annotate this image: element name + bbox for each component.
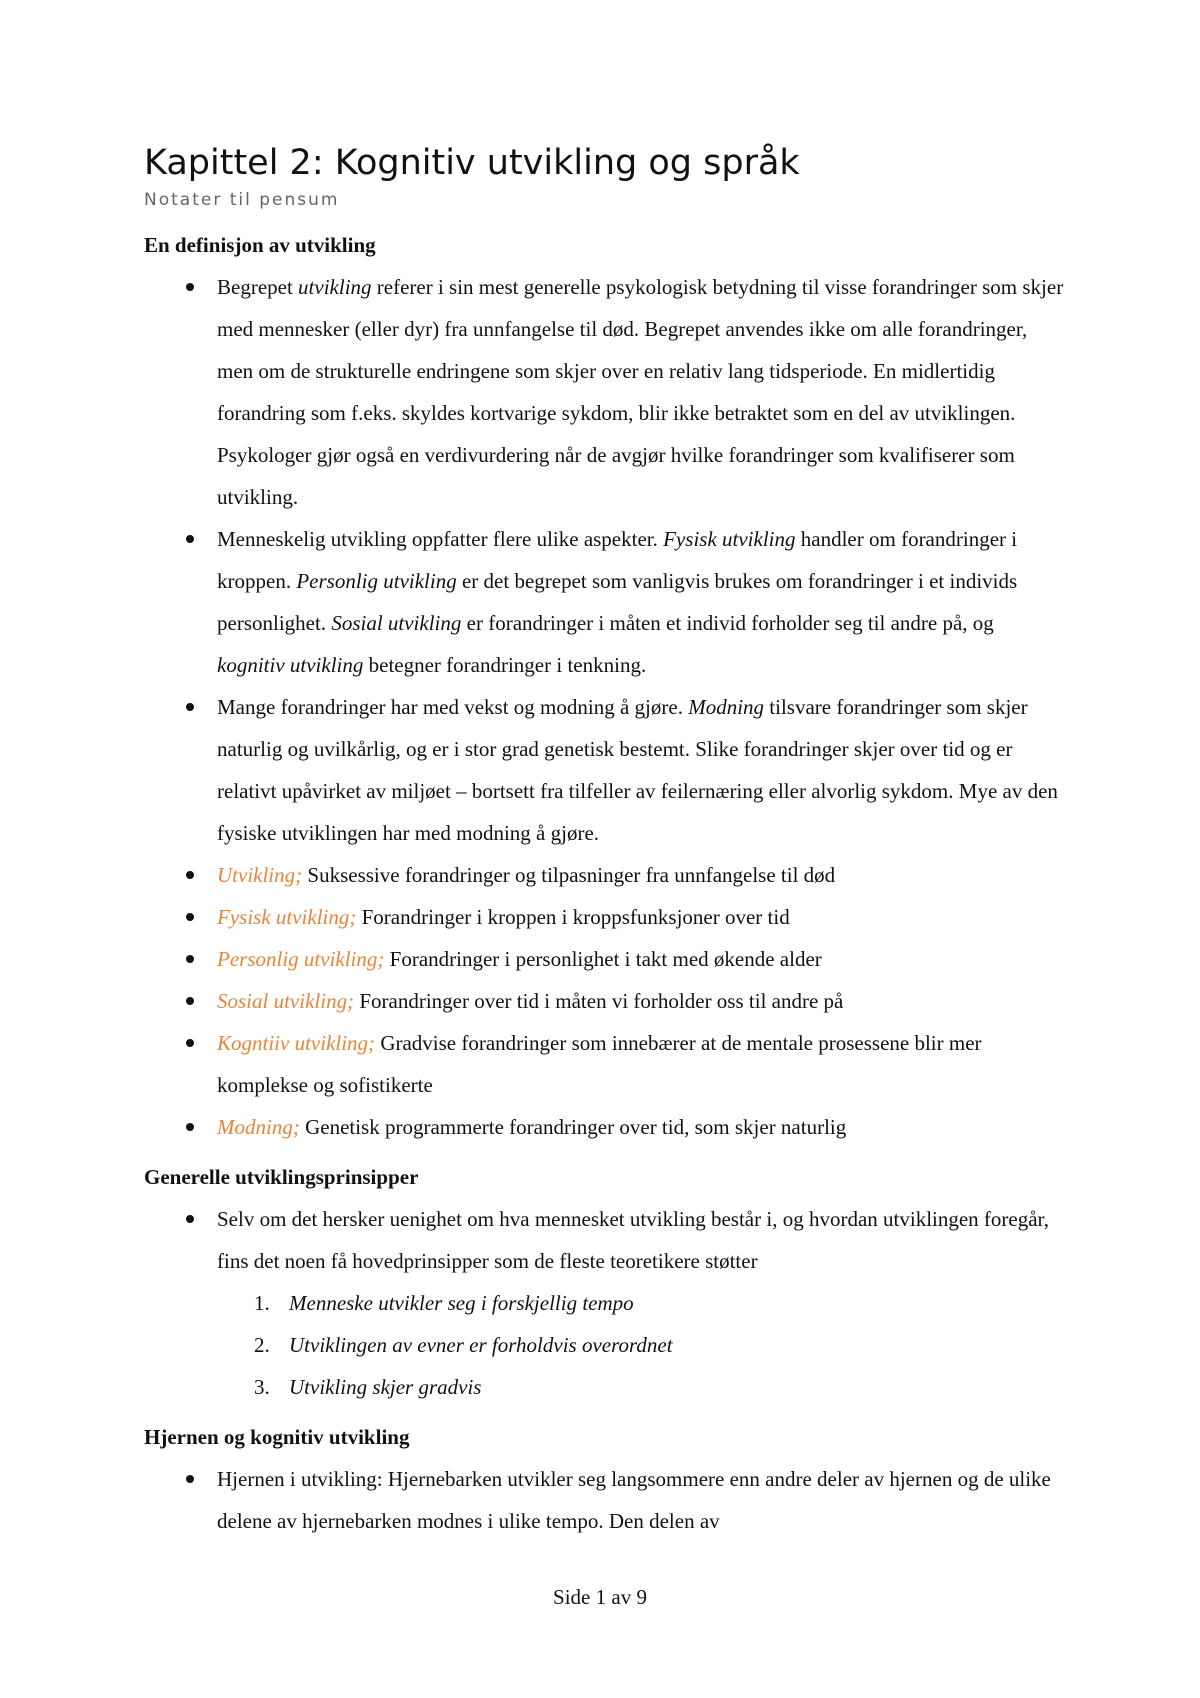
bullet-icon: [186, 703, 194, 711]
text-run: tilsvare forandringer som skjer naturlig og uvilkårlig, og er i stor grad genetisk bestemt. Slike forandringer skjer over tid og er relativt upåvirket av miljøet – bortsett fra tilfeller av feilernæring eller alvorlig sykdom. Mye av den fysiske utviklingen har med modning å gjøre.: [217, 695, 1058, 845]
italic-term: Fysisk utvikling: [663, 527, 796, 551]
definition-item: [144, 896, 1064, 938]
principle-text: Utviklingen av evner er forholdvis overordnet: [289, 1333, 673, 1357]
brain-bullets: [144, 1458, 1064, 1542]
text-run: referer i sin mest generelle psykologisk betydning til visse forandringer som skjer med mennesker (eller dyr) fra unnfangelse til død. Begrepet anvendes ikke om alle forandringer, men om de strukturelle endringene som skjer over en relativ lang tidsperiode. En midlertidig forandring som f.eks. skyldes kortvarige sykdom, blir ikke betraktet som en del av utviklingen. Psykologer gjør også en verdivurdering når de avgjør hvilke forandringer som kvalifiserer som utvikling.: [217, 275, 1064, 509]
list-number: 3.: [254, 1375, 270, 1399]
definition-term: Personlig utvikling;: [217, 947, 385, 971]
definition-term: Kogntiiv utvikling;: [217, 1031, 376, 1055]
bullet-icon: [186, 1039, 194, 1047]
principle-text: Menneske utvikler seg i forskjellig tempo: [289, 1291, 634, 1315]
page-number: Side 1 av 9: [553, 1585, 647, 1609]
definition-item: [144, 854, 1064, 896]
definition-text: Forandringer i personlighet i takt med økende alder: [384, 947, 822, 971]
definition-term: Sosial utvikling;: [217, 989, 355, 1013]
list-number: 1.: [254, 1291, 270, 1315]
principle-item: [144, 1366, 1064, 1408]
definition-text: Genetisk programmerte forandringer over tid, som skjer naturlig: [299, 1115, 847, 1139]
bullet-icon: [186, 1475, 194, 1483]
text-run: Selv om det hersker uenighet om hva mennesket utvikling består i, og hvordan utviklingen foregår, fins det noen få hovedprinsipper som de fleste teoretikere støtter: [217, 1207, 1049, 1273]
principles-list: [144, 1282, 1064, 1408]
italic-term: Modning: [688, 695, 765, 719]
principle-text: Utvikling skjer gradvis: [289, 1375, 482, 1399]
page-subtitle: Notater til pensum: [144, 190, 340, 210]
principles-bullets: [144, 1198, 1064, 1282]
list-item: [144, 1458, 1064, 1542]
text-run: Hjernen i utvikling: Hjernebarken utvikler seg langsommere enn andre deler av hjernen og de ulike delene av hjernebarken modnes i ulike tempo. Den delen av: [217, 1467, 1051, 1533]
text-run: Mange forandringer har med vekst og modning å gjøre.: [217, 695, 689, 719]
text-run: handler om forandringer i kroppen.: [217, 527, 1018, 593]
bullet-icon: [186, 997, 194, 1005]
definition-text: Gradvise forandringer som innebærer at de mentale prosessene blir mer komplekse og sofistikerte: [217, 1031, 982, 1097]
definition-item: [144, 980, 1064, 1022]
list-item: [144, 686, 1064, 854]
italic-term: Personlig utvikling: [296, 569, 457, 593]
list-item: [144, 266, 1064, 518]
bullet-icon: [186, 1123, 194, 1131]
text-run: Begrepet: [217, 275, 299, 299]
definition-bullets: [144, 266, 1064, 1148]
section-heading-principles: Generelle utviklingsprinsipper: [144, 1165, 419, 1189]
definition-term: Utvikling;: [217, 863, 303, 887]
italic-term: Sosial utvikling: [331, 611, 462, 635]
page-title: Kapittel 2: Kognitiv utvikling og språk: [144, 143, 800, 183]
section-heading-brain: Hjernen og kognitiv utvikling: [144, 1425, 410, 1449]
list-item: [144, 518, 1064, 686]
bullet-icon: [186, 913, 194, 921]
definition-item: [144, 938, 1064, 980]
text-run: er det begrepet som vanligvis brukes om forandringer i et individs personlighet.: [217, 569, 1018, 635]
bullet-icon: [186, 535, 194, 543]
list-number: 2.: [254, 1333, 270, 1357]
definition-text: Forandringer i kroppen i kroppsfunksjoner over tid: [356, 905, 790, 929]
text-run: betegner forandringer i tenkning.: [363, 653, 647, 677]
italic-term: utvikling: [298, 275, 372, 299]
italic-term: kognitiv utvikling: [217, 653, 364, 677]
bullet-icon: [186, 1215, 194, 1223]
text-run: Menneskelig utvikling oppfatter flere ulike aspekter.: [217, 527, 664, 551]
bullet-icon: [186, 283, 194, 291]
definition-term: Fysisk utvikling;: [217, 905, 357, 929]
definition-text: Suksessive forandringer og tilpasninger fra unnfangelse til død: [302, 863, 836, 887]
page-content: [144, 140, 1064, 1542]
section-heading-definition: En definisjon av utvikling: [144, 233, 376, 257]
list-item: [144, 1198, 1064, 1282]
principle-item: [144, 1282, 1064, 1324]
definition-item: [144, 1106, 1064, 1148]
definition-item: [144, 1022, 1064, 1106]
definition-text: Forandringer over tid i måten vi forholder oss til andre på: [354, 989, 844, 1013]
definition-term: Modning;: [217, 1115, 300, 1139]
text-run: er forandringer i måten et individ forholder seg til andre på, og: [461, 611, 994, 635]
bullet-icon: [186, 871, 194, 879]
bullet-icon: [186, 955, 194, 963]
principle-item: [144, 1324, 1064, 1366]
